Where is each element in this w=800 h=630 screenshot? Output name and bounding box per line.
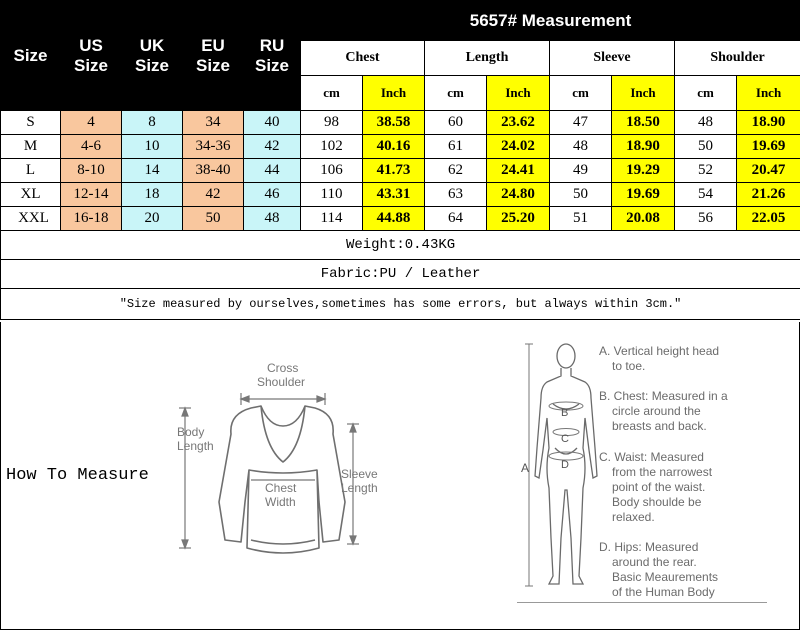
size-cell: XL (1, 183, 61, 207)
size-header: Size (1, 1, 61, 111)
sleeve-inch-cell: 20.08 (612, 207, 675, 231)
sleeve-cm-header: cm (550, 76, 612, 111)
shoulder-inch-cell: 21.26 (737, 183, 800, 207)
body-length-label-2: Length (177, 439, 214, 453)
chest-cm-header: cm (301, 76, 363, 111)
how-to-measure-label: How To Measure (6, 466, 149, 485)
chest-header: Chest (301, 41, 425, 76)
body-letter-a: A (521, 461, 530, 475)
sleeve-inch-cell: 18.90 (612, 135, 675, 159)
sleeve-cm-cell: 51 (550, 207, 612, 231)
sleeve-length-label-2: Length (341, 481, 378, 495)
chest-width-label-2: Width (265, 495, 296, 509)
us-size-header: US Size (61, 1, 122, 111)
shoulder-cm-cell: 48 (675, 111, 737, 135)
length-inch-cell: 24.02 (487, 135, 550, 159)
sleeve-inch-cell: 18.50 (612, 111, 675, 135)
length-inch-cell: 24.41 (487, 159, 550, 183)
uk-cell: 10 (122, 135, 183, 159)
size-cell: M (1, 135, 61, 159)
body-letter-b: B (561, 407, 569, 419)
weight-info: Weight:0.43KG (1, 231, 800, 260)
body-letter-d: D (561, 459, 569, 471)
note-b: B. Chest: Measured in a circle around the breasts and back. (599, 389, 728, 433)
length-inch-header: Inch (487, 76, 550, 111)
chest-cm-cell: 114 (301, 207, 363, 231)
length-inch-cell: 25.20 (487, 207, 550, 231)
eu-cell: 38-40 (183, 159, 244, 183)
sleeve-header: Sleeve (550, 41, 675, 76)
shoulder-cm-cell: 56 (675, 207, 737, 231)
how-to-measure-section (0, 322, 800, 630)
sleeve-cm-cell: 50 (550, 183, 612, 207)
ru-cell: 42 (244, 135, 301, 159)
us-cell: 8-10 (61, 159, 122, 183)
us-cell: 4 (61, 111, 122, 135)
jacket-diagram (169, 352, 399, 582)
chest-inch-cell: 41.73 (363, 159, 425, 183)
size-cell: XXL (1, 207, 61, 231)
eu-cell: 50 (183, 207, 244, 231)
eu-cell: 34-36 (183, 135, 244, 159)
chest-inch-cell: 40.16 (363, 135, 425, 159)
body-figure (521, 338, 611, 608)
length-inch-cell: 24.80 (487, 183, 550, 207)
length-cm-header: cm (425, 76, 487, 111)
measurement-title: 5657# Measurement (301, 1, 800, 41)
shoulder-inch-cell: 19.69 (737, 135, 800, 159)
eu-cell: 42 (183, 183, 244, 207)
chest-inch-header: Inch (363, 76, 425, 111)
body-base-line (517, 602, 767, 603)
table-row (1, 183, 800, 207)
ru-cell: 48 (244, 207, 301, 231)
body-length-label-1: Body (177, 425, 205, 439)
shoulder-inch-header: Inch (737, 76, 800, 111)
chest-inch-cell: 38.58 (363, 111, 425, 135)
chest-inch-cell: 44.88 (363, 207, 425, 231)
sleeve-cm-cell: 47 (550, 111, 612, 135)
sleeve-inch-cell: 19.69 (612, 183, 675, 207)
chest-cm-cell: 110 (301, 183, 363, 207)
uk-size-header: UK Size (122, 1, 183, 111)
table-row (1, 111, 800, 135)
table-row (1, 207, 800, 231)
sleeve-cm-cell: 49 (550, 159, 612, 183)
ru-size-header: RU Size (244, 1, 301, 111)
shoulder-cm-cell: 50 (675, 135, 737, 159)
shoulder-inch-cell: 20.47 (737, 159, 800, 183)
measurement-note: "Size measured by ourselves,sometimes has some errors, but always within 3cm." (1, 289, 800, 320)
ru-cell: 46 (244, 183, 301, 207)
note-d: D. Hips: Measured around the rear. Basic Meaurements of the Human Body (599, 540, 719, 599)
measure-lines (179, 393, 359, 548)
chest-cm-cell: 98 (301, 111, 363, 135)
length-cm-cell: 61 (425, 135, 487, 159)
size-cell: S (1, 111, 61, 135)
eu-cell: 34 (183, 111, 244, 135)
shoulder-inch-cell: 18.90 (737, 111, 800, 135)
eu-size-header: EU Size (183, 1, 244, 111)
length-cm-cell: 64 (425, 207, 487, 231)
cross-label-2: Shoulder (257, 375, 306, 389)
ru-cell: 44 (244, 159, 301, 183)
body-letter-c: C (561, 433, 569, 445)
cross-label-1: Cross (267, 361, 299, 375)
body-measure-lines (525, 344, 583, 586)
table-row (1, 159, 800, 183)
sleeve-length-label-1: Sleeve (341, 467, 378, 481)
sleeve-inch-cell: 19.29 (612, 159, 675, 183)
shoulder-inch-cell: 22.05 (737, 207, 800, 231)
length-cm-cell: 62 (425, 159, 487, 183)
chest-width-label-1: Chest (265, 481, 297, 495)
length-cm-cell: 63 (425, 183, 487, 207)
length-cm-cell: 60 (425, 111, 487, 135)
size-cell: L (1, 159, 61, 183)
ru-cell: 40 (244, 111, 301, 135)
shoulder-cm-cell: 54 (675, 183, 737, 207)
note-a: A. Vertical height head to toe. (599, 344, 720, 373)
table-row (1, 135, 800, 159)
shoulder-header: Shoulder (675, 41, 800, 76)
uk-cell: 14 (122, 159, 183, 183)
length-inch-cell: 23.62 (487, 111, 550, 135)
uk-cell: 20 (122, 207, 183, 231)
chest-inch-cell: 43.31 (363, 183, 425, 207)
fabric-info: Fabric:PU / Leather (1, 260, 800, 289)
us-cell: 4-6 (61, 135, 122, 159)
shoulder-cm-header: cm (675, 76, 737, 111)
chest-cm-cell: 102 (301, 135, 363, 159)
uk-cell: 8 (122, 111, 183, 135)
shoulder-cm-cell: 52 (675, 159, 737, 183)
sleeve-inch-header: Inch (612, 76, 675, 111)
note-c: C. Waist: Measured from the narrowest point of the waist. Body shoulde be relaxed. (599, 450, 713, 524)
us-cell: 16-18 (61, 207, 122, 231)
sleeve-cm-cell: 48 (550, 135, 612, 159)
us-cell: 12-14 (61, 183, 122, 207)
uk-cell: 18 (122, 183, 183, 207)
chest-cm-cell: 106 (301, 159, 363, 183)
length-header: Length (425, 41, 550, 76)
